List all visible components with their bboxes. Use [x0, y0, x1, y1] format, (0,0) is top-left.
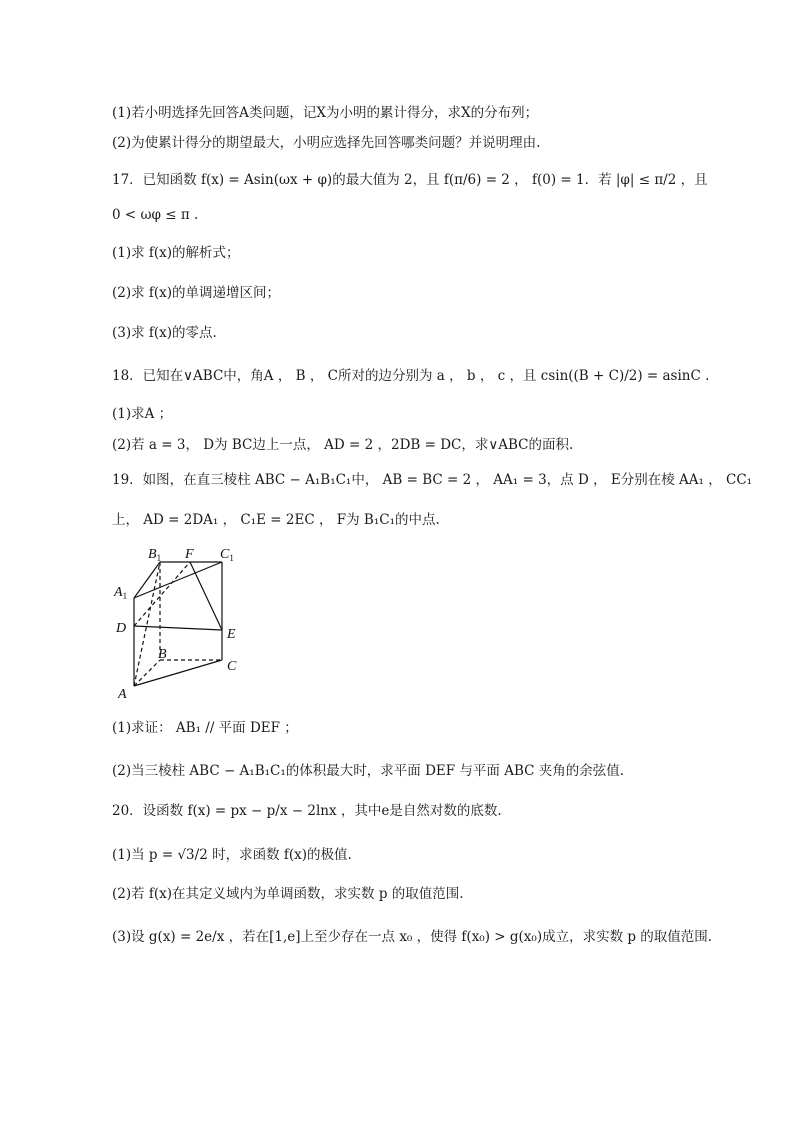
q17-part2: (2)求 f(x)的单调递增区间； [112, 285, 281, 301]
q17-stem: 17．已知函数 f(x) = Asin(ωx + φ)的最大值为 2，且 f(π/6) = 2 ， f(0) = 1．若 |φ| ≤ π/2 ，且 [112, 172, 708, 188]
q16-part2: (2)为使累计得分的期望最大，小明应选择先回答哪类问题？并说明理由. [112, 135, 541, 151]
label-d: D [116, 621, 127, 636]
label-f: F [185, 547, 194, 562]
prism-diagram [110, 546, 260, 704]
q17-stem-cont: 0 < ωφ ≤ π . [112, 207, 199, 223]
q19-stem: 19．如图，在直三棱柱 ABC − A₁B₁C₁中， AB = BC = 2 ， AA₁ = 3，点 D ， E分别在棱 AA₁ ， CC₁ [112, 472, 753, 488]
label-b1: $B_1$ [148, 547, 162, 563]
label-a: A [118, 687, 127, 702]
q19-part1: (1)求证： AB₁ // 平面 DEF ； [112, 720, 298, 736]
q20-stem: 20．设函数 f(x) = px − p/x − 2lnx ，其中e是自然对数的底数. [112, 803, 502, 819]
prism-figure [110, 546, 260, 704]
q18-part1: (1)求A ； [112, 406, 173, 422]
label-e: E [227, 627, 236, 642]
q20-part2: (2)若 f(x)在其定义域内为单调函数，求实数 p 的取值范围. [112, 886, 464, 902]
segment-de [134, 626, 222, 630]
q18-stem: 18．已知在∨ABC中，角A ， B ， C所对的边分别为 a ， b ， c ，且 csin((B + C)/2) = asinC . [112, 368, 710, 384]
q17-part3: (3)求 f(x)的零点. [112, 325, 217, 341]
q20-part1: (1)当 p = √3/2 时，求函数 f(x)的极值. [112, 847, 352, 863]
q16-part1: (1)若小明选择先回答A类问题，记X为小明的累计得分，求X的分布列； [112, 105, 539, 121]
label-c1: $C_1$ [220, 547, 234, 563]
q20-part3: (3)设 g(x) = 2e/x ，若在[1,e]上至少存在一点 x₀ ，使得 f(x₀) > g(x₀)成立，求实数 p 的取值范围. [112, 929, 713, 945]
label-a1: $A_1$ [114, 585, 128, 601]
q19-stem-cont: 上， AD = 2DA₁ ， C₁E = 2EC ， F为 B₁C₁的中点. [112, 512, 440, 528]
q18-part2: (2)若 a = 3， D为 BC边上一点， AD = 2 ，2DB = DC，求∨ABC的面积. [112, 437, 574, 453]
edge-ac [134, 660, 222, 686]
segment-fe [190, 562, 222, 630]
q19-part2: (2)当三棱柱 ABC − A₁B₁C₁的体积最大时，求平面 DEF 与平面 ABC 夹角的余弦值. [112, 763, 625, 779]
label-c: C [227, 659, 237, 674]
q17-part1: (1)求 f(x)的解析式； [112, 245, 240, 261]
label-b: B [158, 647, 167, 662]
